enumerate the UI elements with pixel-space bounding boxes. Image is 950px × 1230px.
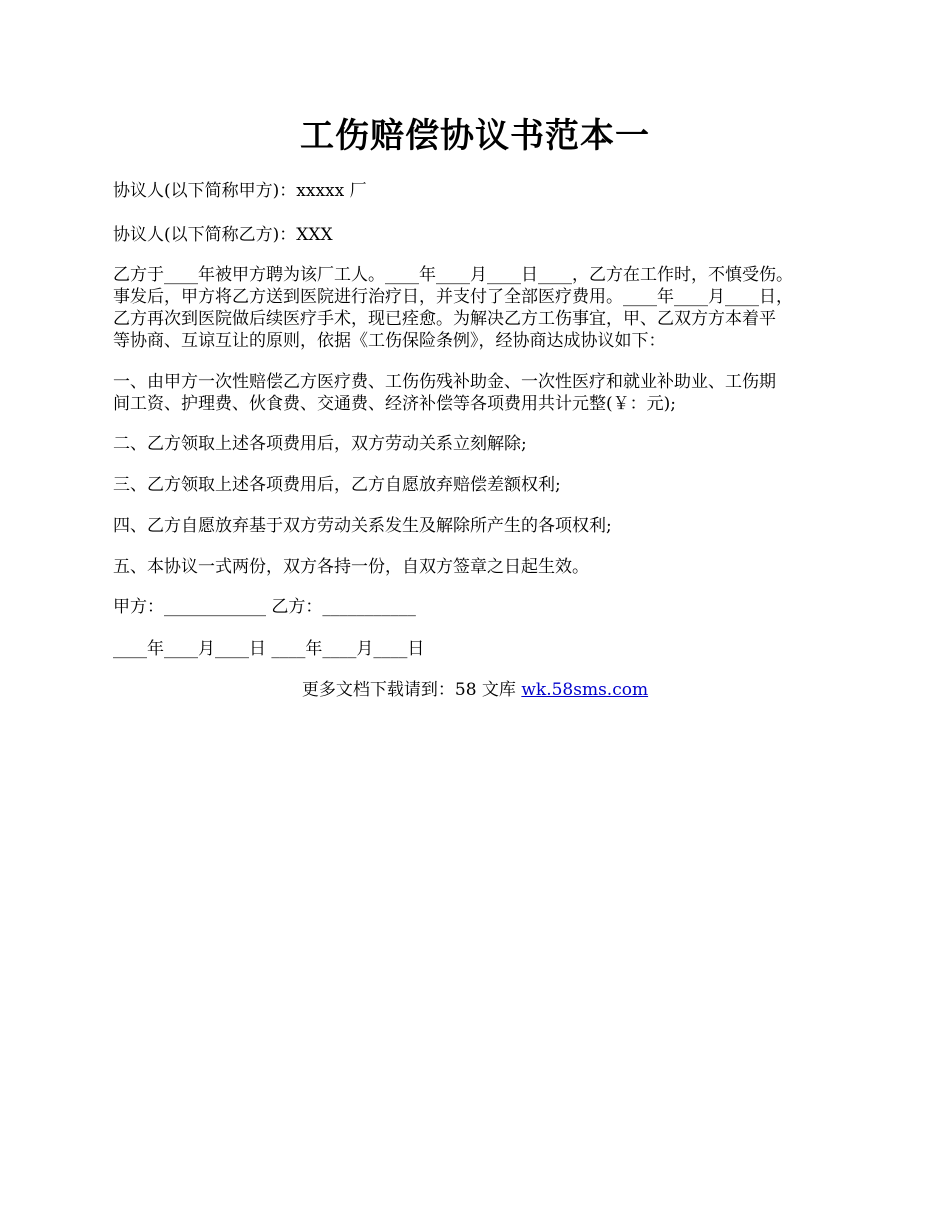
footer-text: 更多文档下载请到：58 文库	[301, 680, 522, 700]
clause-1-line-1: 一、由甲方一次性赔偿乙方医疗费、工伤伤残补助金、一次性医疗和就业补助业、工伤期	[113, 372, 776, 392]
footer-link[interactable]: wk.58sms.com	[521, 680, 649, 700]
party-b-line: 协议人(以下简称乙方)：XXX	[113, 225, 333, 245]
clause-5: 五、本协议一式两份，双方各持一份，自双方签章之日起生效。	[113, 557, 589, 577]
intro-line-2: 事发后，甲方将乙方送到医院进行治疗日，并支付了全部医疗费用。____年____月____日，	[113, 287, 793, 307]
party-a-line: 协议人(以下简称甲方)：xxxxx 厂	[113, 181, 367, 201]
clause-4: 四、乙方自愿放弃基于双方劳动关系发生及解除所产生的各项权利;	[113, 516, 612, 536]
clause-1-line-2: 间工资、护理费、伙食费、交通费、经济补偿等各项费用共计元整(￥：元);	[113, 394, 676, 414]
footer-note	[0, 679, 950, 701]
intro-paragraph	[113, 264, 853, 352]
intro-line-1: 乙方于____年被甲方聘为该厂工人。____年____月____日____，乙方在工作时，不慎受伤。	[113, 265, 793, 285]
document-title: 工伤赔偿协议书范本一	[300, 116, 650, 156]
intro-line-4: 等协商、互谅互让的原则，依据《工伤保险条例》，经协商达成协议如下：	[113, 331, 666, 351]
clause-3: 三、乙方领取上述各项费用后，乙方自愿放弃赔偿差额权利;	[113, 475, 561, 495]
date-line: ____年____月____日 ____年____月____日	[113, 639, 425, 659]
clause-2: 二、乙方领取上述各项费用后，双方劳动关系立刻解除;	[113, 434, 527, 454]
clause-1	[113, 371, 853, 415]
intro-line-3: 乙方再次到医院做后续医疗手术，现已痊愈。为解决乙方工伤事宜，甲、乙双方方本着平	[113, 309, 776, 329]
signature-line: 甲方：____________ 乙方：___________	[113, 597, 416, 617]
